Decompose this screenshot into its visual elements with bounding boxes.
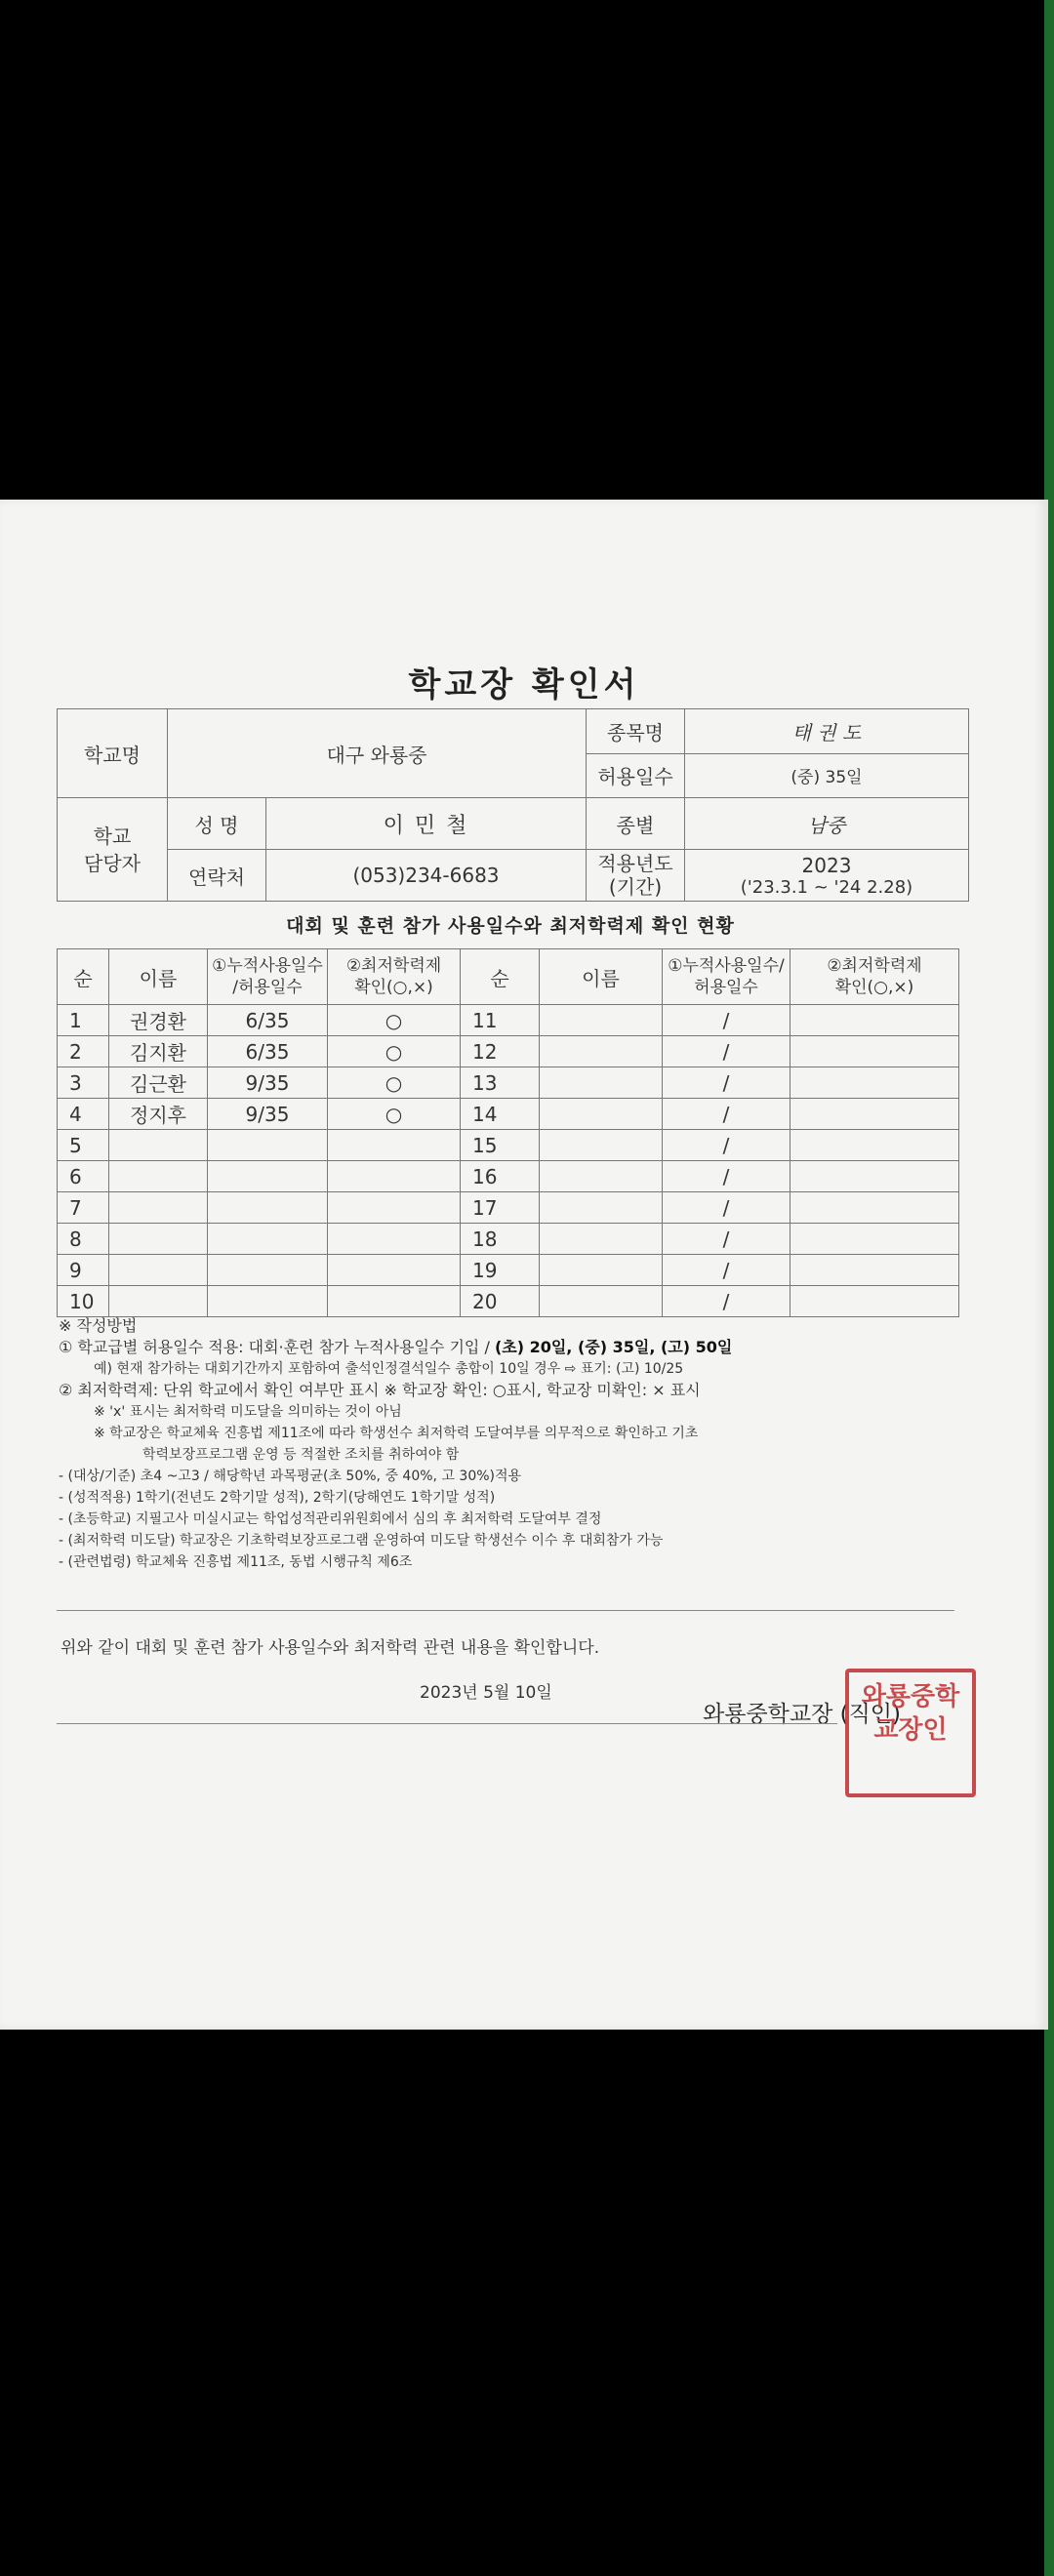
notes-divider xyxy=(57,1610,954,1611)
row-no-right: 20 xyxy=(461,1286,540,1317)
row-days-right: / xyxy=(663,1286,790,1317)
note-1-example: 예) 현재 참가하는 대회기간까지 포함하여 출석인정결석일수 총합이 10일 경우 ⇨ 표기: (고) 10/25 xyxy=(94,1361,684,1377)
row-name-right xyxy=(540,1286,663,1317)
row-days xyxy=(208,1130,328,1161)
row-no: 3 xyxy=(58,1067,109,1099)
row-check-right xyxy=(790,1099,959,1130)
row-days-right: / xyxy=(663,1130,790,1161)
school-label: 학교명 xyxy=(58,709,168,798)
col-check: ②최저학력제 확인(○,×) xyxy=(328,949,461,1005)
row-name xyxy=(109,1224,208,1255)
row-check xyxy=(328,1130,461,1161)
row-days xyxy=(208,1286,328,1317)
row-name xyxy=(109,1192,208,1224)
row-no: 6 xyxy=(58,1161,109,1192)
col-check2: ②최저학력제 확인(○,×) xyxy=(790,949,959,1005)
notes-block xyxy=(59,1315,976,1573)
event-value: 태 권 도 xyxy=(685,709,969,754)
row-no-right: 14 xyxy=(461,1099,540,1130)
row-check xyxy=(328,1255,461,1286)
section-title: 대회 및 훈련 참가 사용일수와 최저학력제 확인 현황 xyxy=(286,915,735,937)
row-name-right xyxy=(540,1192,663,1224)
row-days-right: / xyxy=(663,1036,790,1067)
col-no: 순 xyxy=(58,949,109,1005)
row-check-right xyxy=(790,1130,959,1161)
row-name: 권경환 xyxy=(109,1005,208,1036)
row-check: ○ xyxy=(328,1005,461,1036)
row-no: 10 xyxy=(58,1286,109,1317)
row-no: 9 xyxy=(58,1255,109,1286)
table-row xyxy=(58,1036,959,1067)
note-9: - (최저학력 미도달) 학교장은 기초학력보장프로그램 운영하여 미도달 학생선수 이수 후 대회참가 가능 xyxy=(59,1533,664,1549)
row-no-right: 12 xyxy=(461,1036,540,1067)
table-row xyxy=(58,1099,959,1130)
days-value: (중) 35일 xyxy=(685,753,969,798)
row-no-right: 16 xyxy=(461,1161,540,1192)
row-name-right xyxy=(540,1099,663,1130)
row-name: 김근환 xyxy=(109,1067,208,1099)
row-no: 5 xyxy=(58,1130,109,1161)
gender-value: 남중 xyxy=(685,798,969,850)
row-no: 2 xyxy=(58,1036,109,1067)
event-label: 종목명 xyxy=(587,709,685,754)
row-check-right xyxy=(790,1161,959,1192)
row-check: ○ xyxy=(328,1036,461,1067)
note-10: - (관련법령) 학교체육 진흥법 제11조, 동법 시행규칙 제6조 xyxy=(59,1554,413,1570)
col-days2: ①누적사용일수/ 허용일수 xyxy=(663,949,790,1005)
row-no: 7 xyxy=(58,1192,109,1224)
name-label: 성 명 xyxy=(168,798,266,850)
row-check xyxy=(328,1286,461,1317)
row-check xyxy=(328,1192,461,1224)
info-table xyxy=(57,708,969,902)
row-name: 정지후 xyxy=(109,1099,208,1130)
row-check-right xyxy=(790,1224,959,1255)
row-days-right: / xyxy=(663,1224,790,1255)
row-check-right xyxy=(790,1255,959,1286)
col-name2: 이름 xyxy=(540,949,663,1005)
note-4: ※ 학교장은 학교체육 진흥법 제11조에 따라 학생선수 최저학력 도달여부를 의무적으로 확인하고 기초 xyxy=(94,1426,699,1441)
row-name xyxy=(109,1161,208,1192)
days-label: 허용일수 xyxy=(587,753,685,798)
official-seal xyxy=(845,1669,976,1797)
table-row xyxy=(58,1067,959,1099)
note-5: 학력보장프로그램 운영 등 적절한 조치를 취하여야 함 xyxy=(142,1447,460,1463)
row-check-right xyxy=(790,1192,959,1224)
year-label: 적용년도 (기간) xyxy=(587,850,685,902)
row-name-right xyxy=(540,1255,663,1286)
note-1-text: ① 학교급별 허용일수 적용: 대회·훈련 참가 누적사용일수 기입 / xyxy=(59,1338,495,1356)
row-days-right: / xyxy=(663,1067,790,1099)
row-days: 9/35 xyxy=(208,1099,328,1130)
contact-value: (053)234-6683 xyxy=(266,850,587,902)
row-name-right xyxy=(540,1036,663,1067)
seal-text: 와룡중학교장인 xyxy=(861,1682,960,1745)
note-2: ② 최저학력제: 단위 학교에서 확인 여부만 표시 ※ 학교장 확인: ○표시, 학교장 미확인: × 표시 xyxy=(59,1381,701,1399)
gender-label: 종별 xyxy=(587,798,685,850)
name-value: 이 민 철 xyxy=(266,798,587,850)
row-name-right xyxy=(540,1005,663,1036)
row-days xyxy=(208,1224,328,1255)
row-name xyxy=(109,1130,208,1161)
note-6: - (대상/기준) 초4 ~고3 / 해당학년 과목평균(초 50%, 중 40%, 고 30%)적용 xyxy=(59,1469,522,1484)
row-name xyxy=(109,1286,208,1317)
signer-name: 와룡중학교장 (직인) xyxy=(703,1702,902,1727)
row-days: 9/35 xyxy=(208,1067,328,1099)
row-days xyxy=(208,1255,328,1286)
issue-date: 2023년 5월 10일 xyxy=(420,1683,552,1703)
participation-table xyxy=(57,948,959,1317)
signature-rule xyxy=(57,1723,837,1724)
note-3: ※ 'x' 표시는 최저학력 미도달을 의미하는 것이 아님 xyxy=(94,1404,402,1420)
row-days-right: / xyxy=(663,1255,790,1286)
row-name-right xyxy=(540,1130,663,1161)
contact-label: 연락처 xyxy=(168,850,266,902)
row-days: 6/35 xyxy=(208,1036,328,1067)
col-name: 이름 xyxy=(109,949,208,1005)
row-no: 8 xyxy=(58,1224,109,1255)
row-days xyxy=(208,1161,328,1192)
col-no2: 순 xyxy=(461,949,540,1005)
document-page xyxy=(0,500,1048,2030)
document-title: 학교장 확인서 xyxy=(408,665,640,704)
note-7: - (성적적용) 1학기(전년도 2학기말 성적), 2학기(당해연도 1학기말 성적) xyxy=(59,1490,496,1506)
table-row xyxy=(58,1224,959,1255)
year-value: 2023 xyxy=(801,853,852,877)
row-name-right xyxy=(540,1224,663,1255)
note-8: - (초등학교) 지필고사 미실시교는 학업성적관리위원회에서 심의 후 최저학력 도달여부 결정 xyxy=(59,1511,602,1527)
row-check xyxy=(328,1224,461,1255)
table-row xyxy=(58,1255,959,1286)
row-no-right: 15 xyxy=(461,1130,540,1161)
row-no: 1 xyxy=(58,1005,109,1036)
row-days: 6/35 xyxy=(208,1005,328,1036)
row-no-right: 19 xyxy=(461,1255,540,1286)
row-check-right xyxy=(790,1286,959,1317)
row-no: 4 xyxy=(58,1099,109,1130)
table-row xyxy=(58,1286,959,1317)
table-row xyxy=(58,1005,959,1036)
row-check: ○ xyxy=(328,1099,461,1130)
row-check-right xyxy=(790,1005,959,1036)
row-check xyxy=(328,1161,461,1192)
table-row xyxy=(58,1161,959,1192)
row-name-right xyxy=(540,1161,663,1192)
col-days: ①누적사용일수 /허용일수 xyxy=(208,949,328,1005)
row-no-right: 11 xyxy=(461,1005,540,1036)
row-days xyxy=(208,1192,328,1224)
school-value: 대구 와룡중 xyxy=(168,709,587,798)
row-no-right: 17 xyxy=(461,1192,540,1224)
row-name: 김지환 xyxy=(109,1036,208,1067)
row-no-right: 13 xyxy=(461,1067,540,1099)
staff-label: 학교 담당자 xyxy=(58,798,168,902)
year-cell xyxy=(685,850,969,902)
note-1 xyxy=(59,1337,976,1358)
row-days-right: / xyxy=(663,1192,790,1224)
row-name-right xyxy=(540,1067,663,1099)
notes-heading: ※ 작성방법 xyxy=(59,1316,138,1335)
confirm-text: 위와 같이 대회 및 훈련 참가 사용일수와 최저학력 관련 내용을 확인합니다. xyxy=(61,1638,600,1658)
table-row xyxy=(58,1192,959,1224)
row-days-right: / xyxy=(663,1161,790,1192)
row-check-right xyxy=(790,1067,959,1099)
year-period: ('23.3.1 ~ '24 2.28) xyxy=(740,876,913,898)
note-1-bold: (초) 20일, (중) 35일, (고) 50일 xyxy=(494,1338,733,1356)
row-check-right xyxy=(790,1036,959,1067)
row-check: ○ xyxy=(328,1067,461,1099)
row-name xyxy=(109,1255,208,1286)
table-row xyxy=(58,1130,959,1161)
row-days-right: / xyxy=(663,1099,790,1130)
row-days-right: / xyxy=(663,1005,790,1036)
row-no-right: 18 xyxy=(461,1224,540,1255)
